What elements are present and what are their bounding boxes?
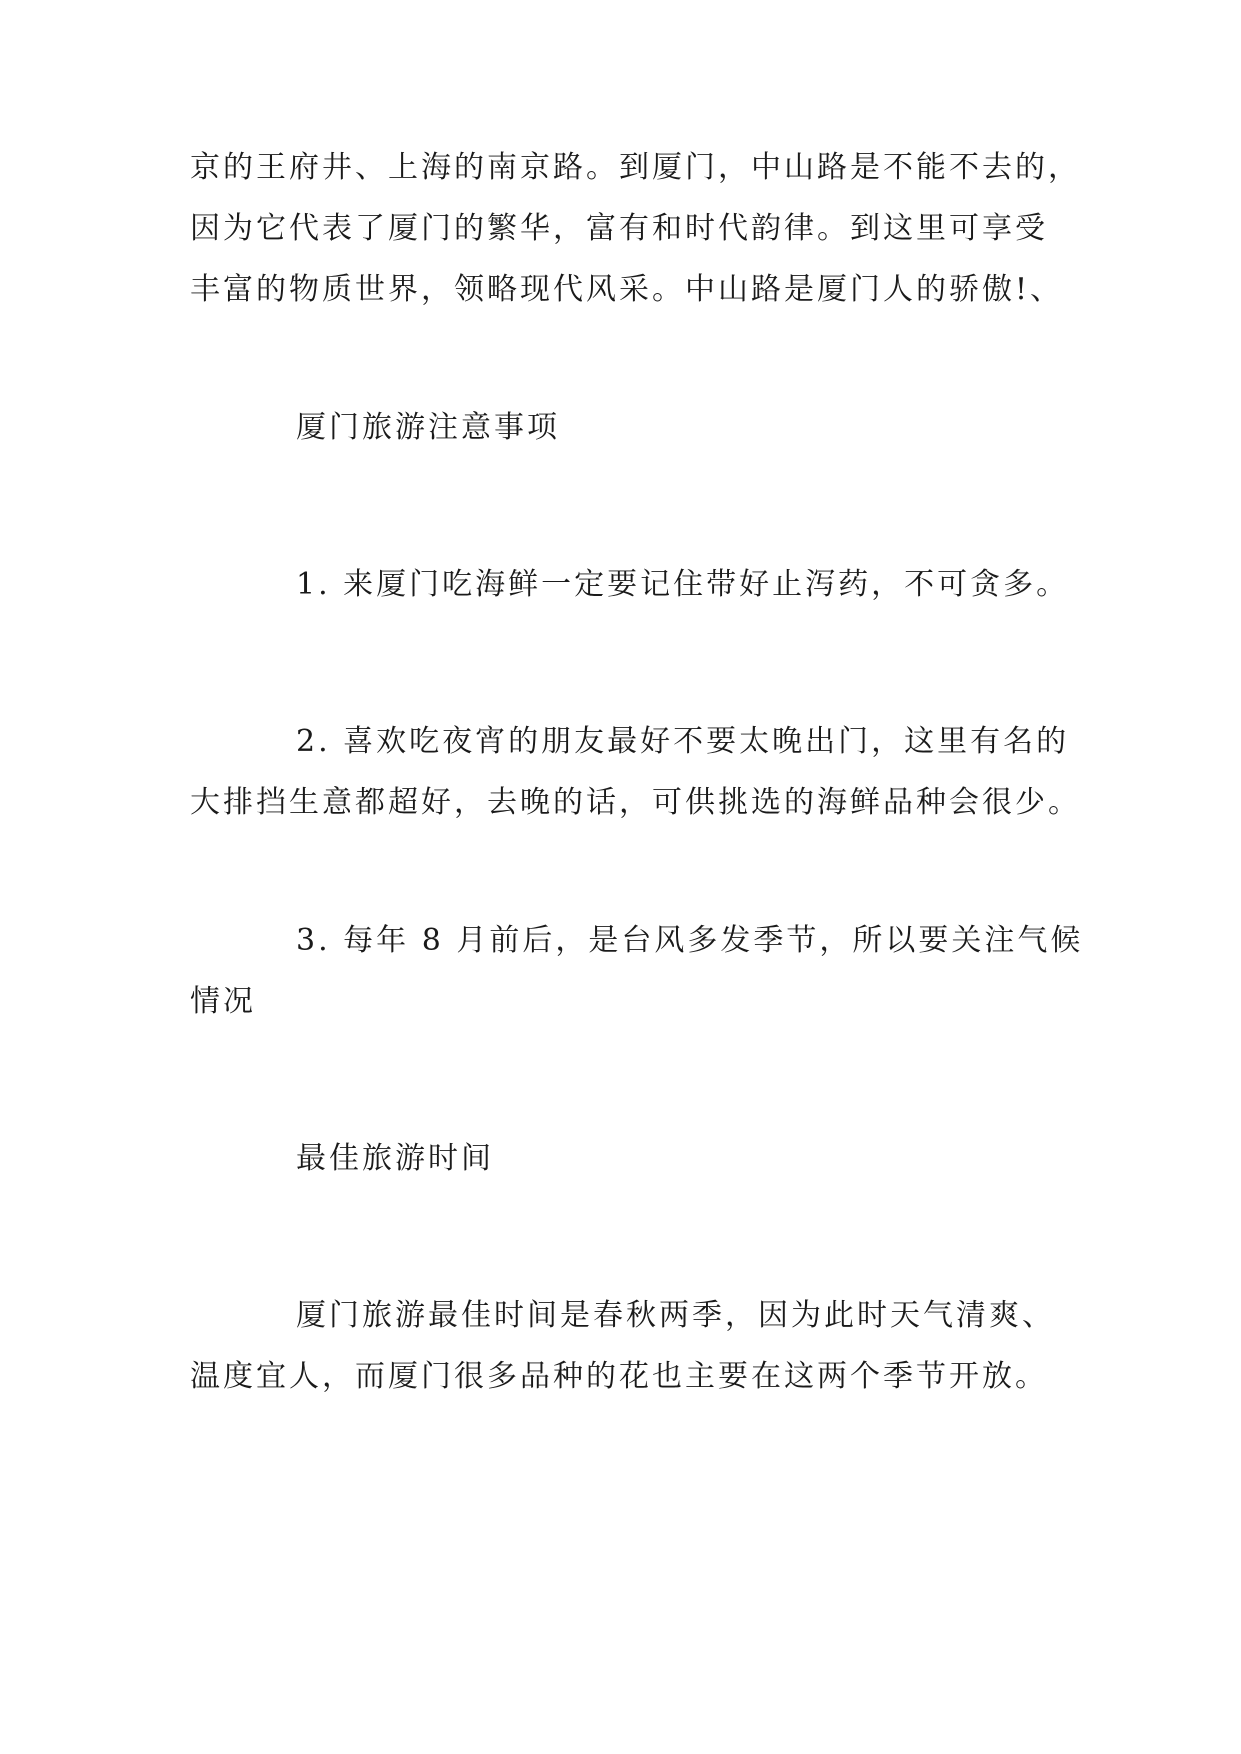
intro-line-1: 京的王府井、上海的南京路。到厦门，中山路是不能不去的， xyxy=(190,150,1081,185)
note-3-line-2: 情况 xyxy=(190,984,256,1019)
intro-line-3: 丰富的物质世界，领略现代风采。中山路是厦门人的骄傲!、 xyxy=(190,272,1064,307)
note-1-line-1: 1. 来厦门吃海鲜一定要记住带好止泻药，不可贪多。 xyxy=(296,567,1070,602)
note-2-line-2: 大排挡生意都超好，去晚的话，可供挑选的海鲜品种会很少。 xyxy=(190,785,1081,820)
intro-line-2: 因为它代表了厦门的繁华，富有和时代韵律。到这里可享受 xyxy=(190,211,1048,246)
note-3-line-1: 3. 每年 8 月前后，是台风多发季节，所以要关注气候 xyxy=(296,923,1084,958)
best-time-line-2: 温度宜人，而厦门很多品种的花也主要在这两个季节开放。 xyxy=(190,1359,1048,1394)
best-time-line-1: 厦门旅游最佳时间是春秋两季，因为此时天气清爽、 xyxy=(296,1298,1055,1333)
best-time-heading: 最佳旅游时间 xyxy=(296,1141,494,1176)
notes-heading: 厦门旅游注意事项 xyxy=(296,410,560,445)
note-2-line-1: 2. 喜欢吃夜宵的朋友最好不要太晚出门，这里有名的 xyxy=(296,724,1070,759)
